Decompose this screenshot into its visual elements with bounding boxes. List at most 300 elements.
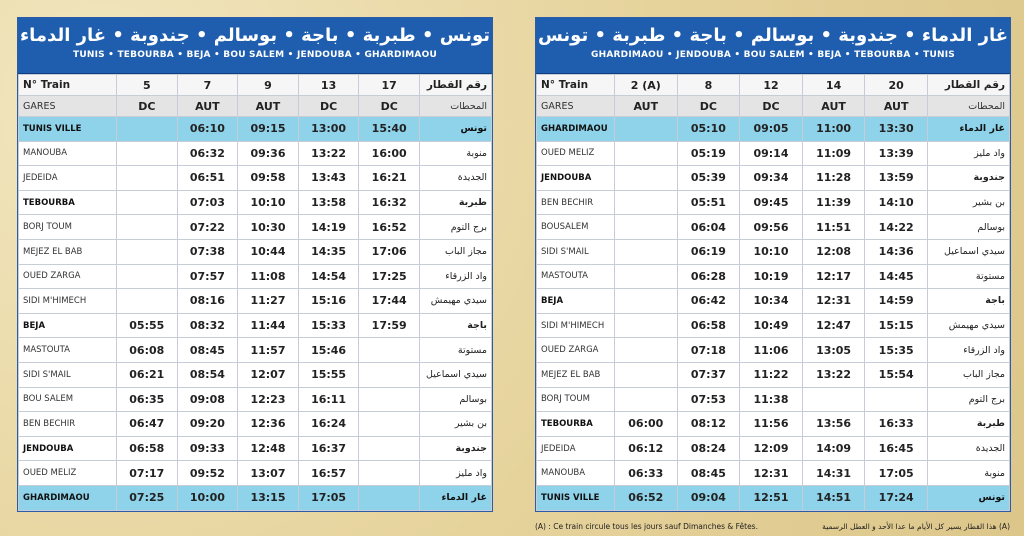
- train-type-row: [19, 96, 492, 117]
- train-number-label-ar: رقم القطار: [420, 75, 492, 96]
- departure-time: [615, 264, 678, 289]
- departure-time: 11:06: [740, 338, 803, 363]
- station-name: SIDI M'HIMECH: [19, 289, 117, 314]
- departure-time: 11:28: [802, 166, 865, 191]
- departure-time: [615, 239, 678, 264]
- departure-time: 12:51: [740, 485, 803, 510]
- departure-time: 12:07: [238, 362, 299, 387]
- train-number-row: [19, 75, 492, 96]
- departure-time: 13:22: [802, 362, 865, 387]
- station-name-ar: واد الزرقاء: [928, 338, 1010, 363]
- departure-time: [117, 190, 178, 215]
- station-row: [19, 239, 492, 264]
- departure-time: [615, 117, 678, 142]
- departure-time: 09:20: [177, 412, 238, 437]
- station-row: [537, 436, 1010, 461]
- departure-time: 17:05: [298, 485, 359, 510]
- departure-time: [359, 436, 420, 461]
- departure-time: [802, 387, 865, 412]
- departure-time: 14:19: [298, 215, 359, 240]
- departure-time: [615, 338, 678, 363]
- departure-time: 13:05: [802, 338, 865, 363]
- train-number-label-ar: رقم القطار: [928, 75, 1010, 96]
- departure-time: 06:00: [615, 412, 678, 437]
- station-name-ar: تونس: [420, 117, 492, 142]
- departure-time: 11:27: [238, 289, 299, 314]
- departure-time: 05:51: [677, 190, 740, 215]
- departure-time: 14:54: [298, 264, 359, 289]
- stations-label: GARES: [19, 96, 117, 117]
- departure-time: 08:32: [177, 313, 238, 338]
- departure-time: 06:58: [117, 436, 178, 461]
- departure-time: 06:32: [177, 141, 238, 166]
- departure-time: 10:10: [238, 190, 299, 215]
- departure-time: 08:24: [677, 436, 740, 461]
- departure-time: 15:54: [865, 362, 928, 387]
- departure-time: 09:34: [740, 166, 803, 191]
- station-row: [537, 190, 1010, 215]
- departure-time: 17:25: [359, 264, 420, 289]
- station-row: [537, 412, 1010, 437]
- timetable-ghardimaou-tunis: [535, 17, 1011, 512]
- departure-time: 13:59: [865, 166, 928, 191]
- departure-time: 12:08: [802, 239, 865, 264]
- station-name: OUED ZARGA: [19, 264, 117, 289]
- train-type: DC: [359, 96, 420, 117]
- departure-time: 06:28: [677, 264, 740, 289]
- station-name-ar: طبربة: [420, 190, 492, 215]
- station-name: OUED ZARGA: [537, 338, 615, 363]
- station-name: JEDEIDA: [537, 436, 615, 461]
- departure-time: 11:39: [802, 190, 865, 215]
- route-title-ar: غار الدماء • جندوبة • بوسالم • باجة • طبربة • تونس: [537, 25, 1009, 46]
- station-name-ar: سيدي اسماعيل: [928, 239, 1010, 264]
- station-row: [19, 117, 492, 142]
- departure-time: 16:33: [865, 412, 928, 437]
- departure-time: [615, 166, 678, 191]
- station-name-ar: تونس: [928, 485, 1010, 510]
- departure-time: 07:03: [177, 190, 238, 215]
- station-name: SIDI S'MAIL: [537, 239, 615, 264]
- departure-time: 06:21: [117, 362, 178, 387]
- timetable-tunis-ghardimaou: [17, 17, 493, 512]
- station-row: [537, 338, 1010, 363]
- departure-time: 16:37: [298, 436, 359, 461]
- station-row: [537, 485, 1010, 510]
- station-name-ar: برج التوم: [420, 215, 492, 240]
- station-name: SIDI S'MAIL: [19, 362, 117, 387]
- station-name-ar: بن بشير: [928, 190, 1010, 215]
- departure-time: 09:58: [238, 166, 299, 191]
- departure-time: 06:12: [615, 436, 678, 461]
- departure-time: [615, 362, 678, 387]
- departure-time: 09:45: [740, 190, 803, 215]
- departure-time: 13:58: [298, 190, 359, 215]
- station-row: [537, 289, 1010, 314]
- station-name: BOUSALEM: [537, 215, 615, 240]
- departure-time: [865, 387, 928, 412]
- departure-time: 15:35: [865, 338, 928, 363]
- station-name: OUED MELIZ: [19, 461, 117, 486]
- departure-time: 12:31: [802, 289, 865, 314]
- departure-time: [615, 190, 678, 215]
- station-name-ar: جندوبة: [420, 436, 492, 461]
- station-row: [19, 461, 492, 486]
- departure-time: 09:14: [740, 141, 803, 166]
- station-name-ar: واد مليز: [928, 141, 1010, 166]
- departure-time: 06:08: [117, 338, 178, 363]
- station-name-ar: مجاز الباب: [928, 362, 1010, 387]
- departure-time: 06:19: [677, 239, 740, 264]
- departure-time: 16:32: [359, 190, 420, 215]
- departure-time: 08:16: [177, 289, 238, 314]
- station-name-ar: طبربة: [928, 412, 1010, 437]
- departure-time: 06:42: [677, 289, 740, 314]
- departure-time: 09:56: [740, 215, 803, 240]
- route-title-fr: TUNIS • TEBOURBA • BEJA • BOU SALEM • JENDOUBA • GHARDIMAOU: [73, 50, 437, 60]
- departure-time: 10:30: [238, 215, 299, 240]
- departure-time: 14:09: [802, 436, 865, 461]
- station-name: TEBOURBA: [537, 412, 615, 437]
- departure-time: 07:18: [677, 338, 740, 363]
- station-name-ar: غار الدماء: [928, 117, 1010, 142]
- station-name-ar: منوبة: [928, 461, 1010, 486]
- departure-time: 11:08: [238, 264, 299, 289]
- departure-time: 11:00: [802, 117, 865, 142]
- departure-time: [117, 264, 178, 289]
- departure-time: 07:38: [177, 239, 238, 264]
- station-name-ar: برج التوم: [928, 387, 1010, 412]
- departure-time: 10:19: [740, 264, 803, 289]
- station-row: [537, 461, 1010, 486]
- departure-time: 06:10: [177, 117, 238, 142]
- departure-time: 05:10: [677, 117, 740, 142]
- train-type: AUT: [177, 96, 238, 117]
- station-name-ar: واد الزرقاء: [420, 264, 492, 289]
- departure-time: 05:55: [117, 313, 178, 338]
- station-name-ar: مستوتة: [928, 264, 1010, 289]
- station-name-ar: سيدي مهيمش: [928, 313, 1010, 338]
- departure-time: 12:23: [238, 387, 299, 412]
- departure-time: 13:30: [865, 117, 928, 142]
- departure-time: 12:36: [238, 412, 299, 437]
- departure-time: 12:09: [740, 436, 803, 461]
- departure-time: 13:43: [298, 166, 359, 191]
- train-type: AUT: [865, 96, 928, 117]
- train-type-row: [537, 96, 1010, 117]
- departure-time: 15:15: [865, 313, 928, 338]
- departure-time: 05:39: [677, 166, 740, 191]
- train-number-label: N° Train: [19, 75, 117, 96]
- departure-time: 16:57: [298, 461, 359, 486]
- departure-time: 14:10: [865, 190, 928, 215]
- station-name: TUNIS VILLE: [537, 485, 615, 510]
- train-type: DC: [740, 96, 803, 117]
- departure-time: 13:22: [298, 141, 359, 166]
- departure-time: 07:53: [677, 387, 740, 412]
- station-name: BEJA: [19, 313, 117, 338]
- route-title-fr: GHARDIMAOU • JENDOUBA • BOU SALEM • BEJA • TEBOURBA • TUNIS: [591, 50, 955, 60]
- station-name: BEJA: [537, 289, 615, 314]
- departure-time: 13:39: [865, 141, 928, 166]
- departure-time: 16:52: [359, 215, 420, 240]
- departure-time: 10:10: [740, 239, 803, 264]
- station-name-ar: مستوتة: [420, 338, 492, 363]
- stations-label-ar: المحطات: [928, 96, 1010, 117]
- station-row: [19, 436, 492, 461]
- departure-time: 10:34: [740, 289, 803, 314]
- departure-time: 12:31: [740, 461, 803, 486]
- departure-time: 16:45: [865, 436, 928, 461]
- station-row: [537, 166, 1010, 191]
- departure-time: [117, 239, 178, 264]
- station-name-ar: جندوبة: [928, 166, 1010, 191]
- station-name: OUED MELIZ: [537, 141, 615, 166]
- departure-time: 14:31: [802, 461, 865, 486]
- departure-time: 07:57: [177, 264, 238, 289]
- train-number: 12: [740, 75, 803, 96]
- station-name: MEJEZ EL BAB: [19, 239, 117, 264]
- station-row: [537, 215, 1010, 240]
- station-name-ar: الجديدة: [928, 436, 1010, 461]
- station-name: SIDI M'HIMECH: [537, 313, 615, 338]
- departure-time: 06:33: [615, 461, 678, 486]
- departure-time: [117, 141, 178, 166]
- departure-time: 06:51: [177, 166, 238, 191]
- departure-time: 06:04: [677, 215, 740, 240]
- departure-time: [117, 215, 178, 240]
- station-name: JEDEIDA: [19, 166, 117, 191]
- route-title-ar: تونس • طبربة • باجة • بوسالم • جندوبة • غار الدماء: [19, 25, 491, 46]
- train-number: 13: [298, 75, 359, 96]
- departure-time: 08:12: [677, 412, 740, 437]
- departure-time: 11:09: [802, 141, 865, 166]
- departure-time: 17:44: [359, 289, 420, 314]
- station-name: TEBOURBA: [19, 190, 117, 215]
- departure-time: 17:24: [865, 485, 928, 510]
- station-row: [19, 313, 492, 338]
- departure-time: 15:55: [298, 362, 359, 387]
- departure-time: 14:51: [802, 485, 865, 510]
- station-name-ar: واد مليز: [420, 461, 492, 486]
- departure-time: 17:06: [359, 239, 420, 264]
- station-name: JENDOUBA: [19, 436, 117, 461]
- departure-time: 11:51: [802, 215, 865, 240]
- station-name: TUNIS VILLE: [19, 117, 117, 142]
- station-name: BOU SALEM: [19, 387, 117, 412]
- panel-header: [18, 18, 492, 74]
- departure-time: 12:47: [802, 313, 865, 338]
- station-name-ar: منوبة: [420, 141, 492, 166]
- departure-time: [117, 117, 178, 142]
- departure-time: 09:04: [677, 485, 740, 510]
- departure-time: 16:24: [298, 412, 359, 437]
- departure-time: [359, 412, 420, 437]
- station-row: [19, 387, 492, 412]
- departure-time: 07:22: [177, 215, 238, 240]
- departure-time: 17:59: [359, 313, 420, 338]
- station-name-ar: باجة: [420, 313, 492, 338]
- departure-time: 16:21: [359, 166, 420, 191]
- station-row: [19, 215, 492, 240]
- departure-time: 11:44: [238, 313, 299, 338]
- departure-time: [359, 485, 420, 510]
- station-name-ar: سيدي مهيمش: [420, 289, 492, 314]
- station-row: [19, 141, 492, 166]
- departure-time: 12:48: [238, 436, 299, 461]
- departure-time: 16:00: [359, 141, 420, 166]
- station-name-ar: سيدي اسماعيل: [420, 362, 492, 387]
- station-name: GHARDIMAOU: [537, 117, 615, 142]
- train-number: 2 (A): [615, 75, 678, 96]
- station-name: MASTOUTA: [19, 338, 117, 363]
- departure-time: 06:58: [677, 313, 740, 338]
- train-number: 17: [359, 75, 420, 96]
- departure-time: 06:35: [117, 387, 178, 412]
- departure-time: 06:52: [615, 485, 678, 510]
- departure-time: [615, 215, 678, 240]
- station-row: [537, 239, 1010, 264]
- train-type: DC: [677, 96, 740, 117]
- station-name-ar: غار الدماء: [420, 485, 492, 510]
- station-row: [537, 264, 1010, 289]
- stations-label-ar: المحطات: [420, 96, 492, 117]
- departure-time: 10:00: [177, 485, 238, 510]
- train-type: DC: [117, 96, 178, 117]
- departure-time: 08:45: [677, 461, 740, 486]
- departure-time: 16:11: [298, 387, 359, 412]
- departure-time: [359, 461, 420, 486]
- train-type: AUT: [802, 96, 865, 117]
- station-name-ar: بوسالم: [928, 215, 1010, 240]
- departure-time: 09:36: [238, 141, 299, 166]
- station-name: MASTOUTA: [537, 264, 615, 289]
- departure-time: 14:45: [865, 264, 928, 289]
- station-row: [19, 190, 492, 215]
- departure-time: 13:56: [802, 412, 865, 437]
- departure-time: 07:17: [117, 461, 178, 486]
- train-number: 9: [238, 75, 299, 96]
- departure-time: [615, 141, 678, 166]
- departure-time: 11:38: [740, 387, 803, 412]
- train-number-label: N° Train: [537, 75, 615, 96]
- departure-time: 15:46: [298, 338, 359, 363]
- departure-time: [615, 289, 678, 314]
- departure-time: [359, 362, 420, 387]
- footnote-ar: (A) هذا القطار يسير كل الأيام ما عدا الأحد و العطل الرسمية: [822, 522, 1010, 531]
- train-number: 14: [802, 75, 865, 96]
- station-name-ar: مجاز الباب: [420, 239, 492, 264]
- departure-time: 15:40: [359, 117, 420, 142]
- station-name-ar: الجديدة: [420, 166, 492, 191]
- footnote-fr: (A) : Ce train circule tous les jours sauf Dimanches & Fêtes.: [535, 522, 758, 531]
- station-row: [19, 264, 492, 289]
- train-type: AUT: [615, 96, 678, 117]
- train-type: DC: [298, 96, 359, 117]
- station-row: [537, 362, 1010, 387]
- departure-time: 15:16: [298, 289, 359, 314]
- departure-time: 08:45: [177, 338, 238, 363]
- train-number: 5: [117, 75, 178, 96]
- station-row: [19, 166, 492, 191]
- train-number: 20: [865, 75, 928, 96]
- departure-time: [117, 289, 178, 314]
- station-name: BORJ TOUM: [19, 215, 117, 240]
- departure-time: 07:25: [117, 485, 178, 510]
- timetable: [536, 74, 1010, 511]
- station-name: MANOUBA: [537, 461, 615, 486]
- station-row: [19, 485, 492, 510]
- departure-time: 09:05: [740, 117, 803, 142]
- station-row: [19, 338, 492, 363]
- departure-time: [615, 313, 678, 338]
- station-name-ar: بوسالم: [420, 387, 492, 412]
- train-type: AUT: [238, 96, 299, 117]
- departure-time: 05:19: [677, 141, 740, 166]
- station-row: [19, 412, 492, 437]
- station-name: BEN BECHIR: [19, 412, 117, 437]
- train-number: 7: [177, 75, 238, 96]
- train-number-row: [537, 75, 1010, 96]
- station-row: [19, 289, 492, 314]
- departure-time: 15:33: [298, 313, 359, 338]
- departure-time: 09:08: [177, 387, 238, 412]
- station-name-ar: بن بشير: [420, 412, 492, 437]
- timetable: [18, 74, 492, 511]
- departure-time: 17:05: [865, 461, 928, 486]
- station-name: MEJEZ EL BAB: [537, 362, 615, 387]
- train-number: 8: [677, 75, 740, 96]
- departure-time: 13:00: [298, 117, 359, 142]
- departure-time: 08:54: [177, 362, 238, 387]
- departure-time: 12:17: [802, 264, 865, 289]
- station-name-ar: باجة: [928, 289, 1010, 314]
- station-row: [537, 313, 1010, 338]
- station-row: [537, 387, 1010, 412]
- departure-time: [359, 338, 420, 363]
- departure-time: 11:57: [238, 338, 299, 363]
- station-name: BORJ TOUM: [537, 387, 615, 412]
- departure-time: 11:22: [740, 362, 803, 387]
- departure-time: 09:15: [238, 117, 299, 142]
- departure-time: 09:52: [177, 461, 238, 486]
- panel-header: [536, 18, 1010, 74]
- departure-time: 07:37: [677, 362, 740, 387]
- departure-time: 13:07: [238, 461, 299, 486]
- station-name: GHARDIMAOU: [19, 485, 117, 510]
- station-row: [537, 141, 1010, 166]
- departure-time: [359, 387, 420, 412]
- stations-label: GARES: [537, 96, 615, 117]
- departure-time: 14:36: [865, 239, 928, 264]
- departure-time: 11:56: [740, 412, 803, 437]
- departure-time: 10:49: [740, 313, 803, 338]
- departure-time: 14:22: [865, 215, 928, 240]
- station-name: BEN BECHIR: [537, 190, 615, 215]
- station-name: MANOUBA: [19, 141, 117, 166]
- departure-time: 13:15: [238, 485, 299, 510]
- departure-time: 06:47: [117, 412, 178, 437]
- departure-time: [615, 387, 678, 412]
- departure-time: 14:59: [865, 289, 928, 314]
- station-row: [19, 362, 492, 387]
- departure-time: 10:44: [238, 239, 299, 264]
- departure-time: 14:35: [298, 239, 359, 264]
- departure-time: [117, 166, 178, 191]
- station-name: JENDOUBA: [537, 166, 615, 191]
- departure-time: 09:33: [177, 436, 238, 461]
- station-row: [537, 117, 1010, 142]
